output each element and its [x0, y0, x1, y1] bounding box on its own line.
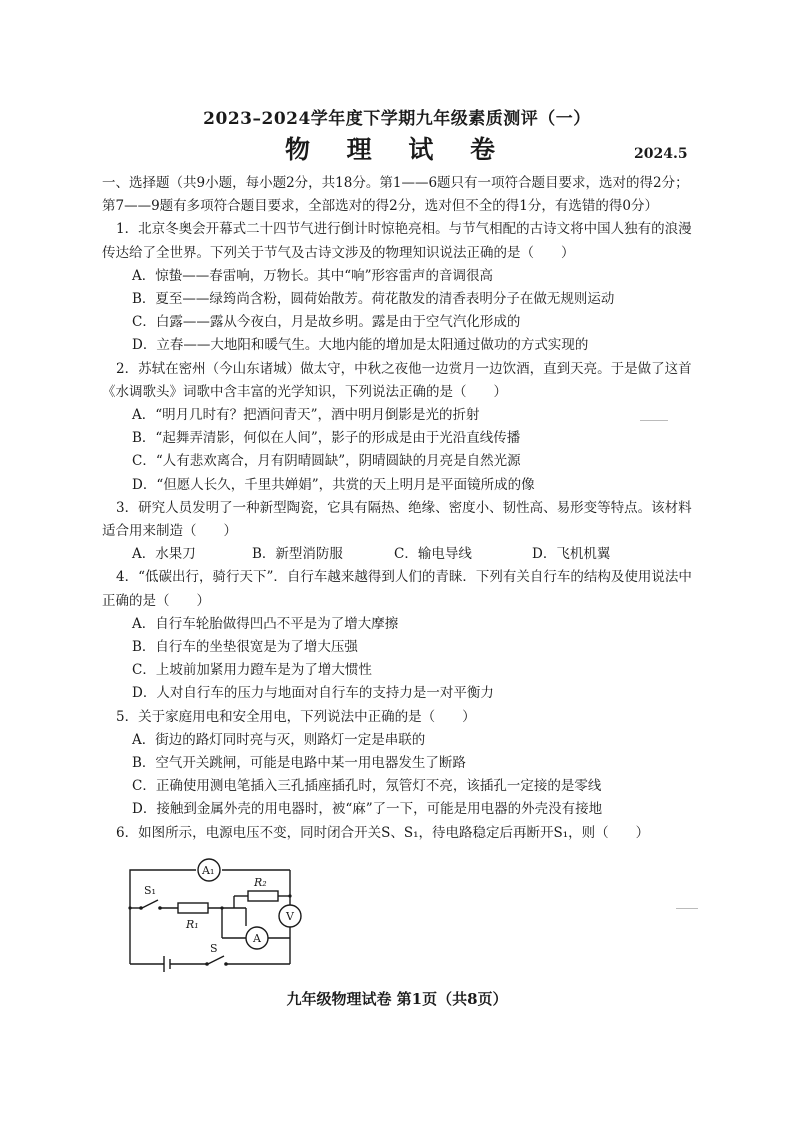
junction-dot-1 — [128, 906, 131, 909]
question-2-stem: 2．苏轼在密州（今山东诸城）做太守，中秋之夜他一边赏月一边饮酒，直到天亮。于是做了这首《水调歌头》词歌中含丰富的光学知识，下列说法正确的是（ ） — [102, 360, 692, 400]
question-1-option-d: D．立春——大地阳和暖气生。大地内能的增加是太阳通过做功的方式实现的 — [132, 337, 589, 354]
voltmeter-label: V — [286, 910, 294, 923]
exam-date: 2024.5 — [634, 146, 688, 162]
switch-s-right-contact — [224, 962, 228, 966]
scan-mark-2 — [676, 908, 698, 909]
question-4-option-b: B．自行车的坐垫很宽是为了增大压强 — [132, 639, 358, 656]
junction-dot-2 — [220, 906, 223, 909]
question-1-stem: 1．北京冬奥会开幕式二十四节气进行倒计时惊艳亮相。与节气相配的古诗文将中国人独有的浪漫传达给了全世界。下列关于节气及古诗文涉及的物理知识说法正确的是（ ） — [102, 221, 692, 261]
switch-s1-right-contact — [158, 906, 162, 910]
exam-subtitle: 2023–2024学年度下学期九年级素质测评（一） — [203, 109, 591, 129]
question-6-stem: 6．如图所示，电源电压不变，同时闭合开关S、S₁，待电路稳定后再断开S₁，则（ ） — [116, 824, 650, 841]
question-2-option-a: A．“明月几时有？把酒问青天”，酒中明月倒影是光的折射 — [132, 407, 480, 424]
question-2-option-c: C．“人有悲欢离合，月有阴晴圆缺”，阴晴圆缺的月亮是自然光源 — [132, 453, 521, 470]
junction-dot-3 — [288, 894, 291, 897]
switch-s1-left-contact — [139, 906, 143, 910]
page-footer: 九年级物理试卷 第1页（共8页） — [286, 990, 508, 1008]
question-3-options — [102, 543, 702, 566]
circuit-wire-top — [130, 870, 196, 908]
exam-title: 物 理 试 卷 — [284, 135, 510, 164]
question-1-option-c: C．白露——露从今夜白，月是故乡明。露是由于空气汽化形成的 — [132, 314, 521, 331]
switch-s-label: S — [210, 942, 218, 955]
question-3-stem: 3．研究人员发明了一种新型陶瓷，它具有隔热、绝缘、密度小、韧性高、易形变等特点。该材料适合用来制造（ ） — [102, 499, 692, 540]
question-1-option-a: A．惊蛰——春雷响，万物长。其中“响”形容雷声的音调很高 — [132, 267, 494, 284]
question-3-option-b: B．新型消防服 — [252, 546, 343, 563]
resistor-r2-label: R₂ — [254, 876, 267, 889]
switch-s1-label: S₁ — [144, 884, 156, 897]
question-3-option-c: C．输电导线 — [394, 546, 472, 563]
resistor-r2 — [248, 891, 278, 901]
switch-s1-blade — [142, 900, 158, 908]
resistor-r1 — [178, 903, 208, 913]
question-5-option-d: D．接触到金属外壳的用电器时，被“麻”了一下，可能是用电器的外壳没有接地 — [132, 801, 603, 818]
question-5-stem: 5．关于家庭用电和安全用电，下列说法中正确的是（ ） — [116, 708, 476, 725]
question-5-option-c: C．正确使用测电笔插入三孔插座插孔时，氖管灯不亮，该插孔一定接的是零线 — [132, 778, 602, 795]
question-3-option-a: A．水果刀 — [132, 546, 196, 563]
circuit-diagram — [118, 856, 318, 976]
section-heading: 一、选择题（共9小题，每小题2分，共18分。第1——6题只有一项符合题目要求，选对的得2分；第7——9题有多项符合题目要求，全部选对的得2分，选对但不全的得1分，有选错的得0分） — [102, 175, 689, 215]
question-4-option-d: D．人对自行车的压力与地面对自行车的支持力是一对平衡力 — [132, 685, 494, 702]
question-5-option-b: B．空气开关跳闸，可能是电路中某一用电器发生了断路 — [132, 755, 466, 772]
question-2-option-b: B．“起舞弄清影，何似在人间”，影子的形成是由于光沿直线传播 — [132, 430, 521, 447]
switch-s-left-contact — [205, 962, 209, 966]
switch-s-blade — [208, 956, 224, 964]
question-4-option-a: A．自行车轮胎做得凹凸不平是为了增大摩擦 — [132, 615, 399, 632]
ammeter-a1-label: A₁ — [202, 864, 215, 877]
scan-mark-1 — [640, 420, 668, 421]
question-2-option-d: D．“但愿人长久，千里共婵娟”，共赏的天上明月是平面镜所成的像 — [132, 476, 535, 493]
question-4-option-c: C．上坡前加紧用力蹬车是为了增大惯性 — [132, 662, 372, 679]
question-1-option-b: B．夏至——绿筠尚含粉，圆荷始散芳。荷花散发的清香表明分子在做无规则运动 — [132, 291, 615, 308]
exam-content — [102, 172, 702, 845]
question-4-stem: 4．“低碳出行，骑行天下”．自行车越来越得到人们的青睐．下列有关自行车的结构及使用说法中正确的是（ ） — [102, 569, 692, 609]
question-5-option-a: A．街边的路灯同时亮与灭，则路灯一定是串联的 — [132, 731, 426, 748]
resistor-r1-label: R₁ — [186, 918, 199, 931]
question-3-option-d: D．飞机机翼 — [532, 546, 611, 563]
ammeter-a-label: A — [253, 932, 261, 945]
